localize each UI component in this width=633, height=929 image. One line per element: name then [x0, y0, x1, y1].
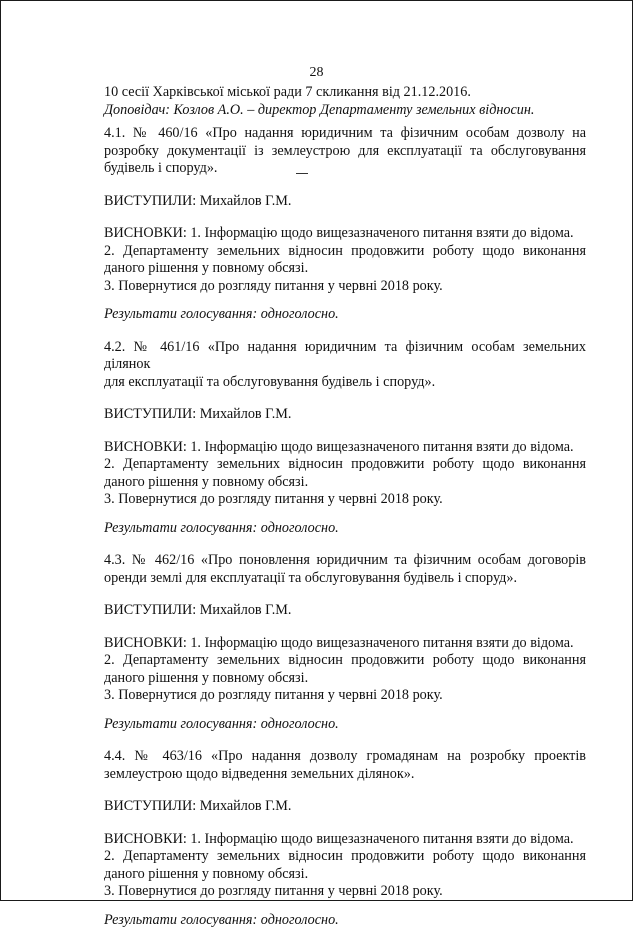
vote-result: Результати голосування: одноголосно.: [104, 520, 586, 538]
vote-result: Результати голосування: одноголосно.: [104, 306, 586, 324]
conclusion-3: 3. Повернутися до розгляду питання у червні 2018 року.: [104, 687, 586, 705]
conclusion-2-cont: даного рішення у повному обсязі.: [104, 866, 586, 884]
conclusion-2: 2. Департаменту земельних відносин продовжити роботу щодо виконання: [104, 456, 586, 474]
conclusion-2: 2. Департаменту земельних відносин продовжити роботу щодо виконання: [104, 652, 586, 670]
page-number: 28: [0, 65, 633, 81]
conclusion-3: 3. Повернутися до розгляду питання у червні 2018 року.: [104, 491, 586, 509]
conclusion-1: ВИСНОВКИ: 1. Інформацію щодо вищезазначеного питання взяти до відома.: [104, 831, 586, 849]
conclusion-2-cont: даного рішення у повному обсязі.: [104, 474, 586, 492]
agenda-item-4-1: [104, 125, 586, 324]
scan-mark: [296, 173, 308, 174]
item-title-line: 4.1. № 460/16 «Про надання юридичним та фізичним особам дозволу на: [104, 125, 586, 143]
conclusion-1: ВИСНОВКИ: 1. Інформацію щодо вищезазначеного питання взяти до відома.: [104, 635, 586, 653]
item-title-line: 4.3. № 462/16 «Про поновлення юридичним та фізичним особам договорів: [104, 552, 586, 570]
document-body: [104, 84, 586, 929]
conclusion-2: 2. Департаменту земельних відносин продовжити роботу щодо виконання: [104, 848, 586, 866]
conclusion-3: 3. Повернутися до розгляду питання у червні 2018 року.: [104, 278, 586, 296]
item-title-line: 4.2. № 461/16 «Про надання юридичним та фізичним особам земельних ділянок: [104, 339, 586, 374]
agenda-item-4-2: [104, 339, 586, 538]
vote-result: Результати голосування: одноголосно.: [104, 716, 586, 734]
speakers-line: ВИСТУПИЛИ: Михайлов Г.М.: [104, 406, 586, 424]
speakers-line: ВИСТУПИЛИ: Михайлов Г.М.: [104, 193, 586, 211]
vote-result: Результати голосування: одноголосно.: [104, 912, 586, 929]
item-title-line: розробку документації із землеустрою для експлуатації та обслуговування: [104, 143, 586, 161]
speakers-line: ВИСТУПИЛИ: Михайлов Г.М.: [104, 798, 586, 816]
agenda-item-4-4: [104, 748, 586, 929]
conclusion-1: ВИСНОВКИ: 1. Інформацію щодо вищезазначеного питання взяти до відома.: [104, 439, 586, 457]
conclusion-1: ВИСНОВКИ: 1. Інформацію щодо вищезазначеного питання взяти до відома.: [104, 225, 586, 243]
speakers-line: ВИСТУПИЛИ: Михайлов Г.М.: [104, 602, 586, 620]
conclusion-2-cont: даного рішення у повному обсязі.: [104, 260, 586, 278]
intro-line: 10 сесії Харківської міської ради 7 скликання від 21.12.2016.: [104, 84, 586, 102]
item-title-line: землеустрою щодо відведення земельних ділянок».: [104, 766, 586, 784]
conclusion-2: 2. Департаменту земельних відносин продовжити роботу щодо виконання: [104, 243, 586, 261]
item-title-line: будівель і споруд».: [104, 160, 586, 178]
conclusion-3: 3. Повернутися до розгляду питання у червні 2018 року.: [104, 883, 586, 901]
item-title-line: для експлуатації та обслуговування будівель і споруд».: [104, 374, 586, 392]
speaker-intro: Доповідач: Козлов А.О. – директор Департаменту земельних відносин.: [104, 102, 586, 120]
agenda-item-4-3: [104, 552, 586, 733]
conclusion-2-cont: даного рішення у повному обсязі.: [104, 670, 586, 688]
item-title-line: оренди землі для експлуатації та обслуговування будівель і споруд».: [104, 570, 586, 588]
item-title-line: 4.4. № 463/16 «Про надання дозволу громадянам на розробку проектів: [104, 748, 586, 766]
